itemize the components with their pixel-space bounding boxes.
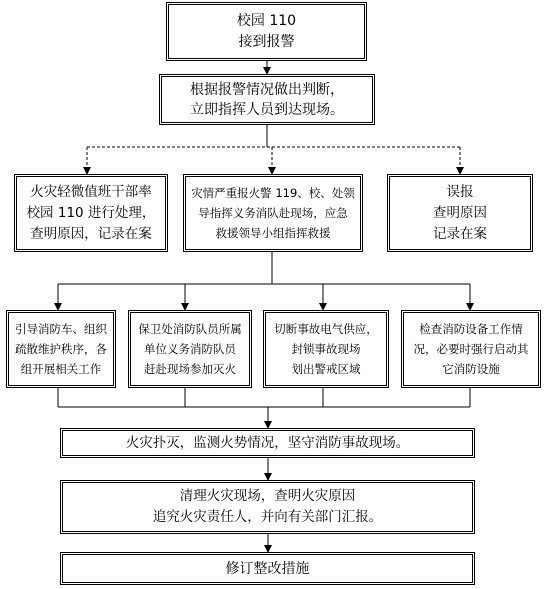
node-guide-evacuate <box>6 310 116 388</box>
node-security-fight <box>128 310 252 388</box>
node-text: 切断事故电气供应， <box>274 322 378 336</box>
node-cleanup <box>60 480 475 534</box>
node-text: 划出警戒区域 <box>291 362 361 376</box>
node-text: 封锁事故现场 <box>291 342 361 356</box>
node-text: 保卫处消防队员所属 <box>138 322 242 336</box>
node-text: 立即指挥人员到达现场。 <box>190 101 344 118</box>
node-text: 误报 <box>446 183 474 200</box>
node-text: 校园 110 <box>236 12 297 29</box>
node-text: 查明原因，记录在案 <box>30 225 152 242</box>
node-text: 修订整改措施 <box>225 560 310 577</box>
node-text: 校园 110 进行处理， <box>26 204 156 221</box>
node-text: 火灾轻微值班干部率 <box>30 183 152 200</box>
node-text: 组开展相关工作 <box>20 362 102 376</box>
node-text: 记录在案 <box>433 225 487 242</box>
node-text: 赶赴现场参加灭火 <box>144 362 236 376</box>
node-text: 疏散维护秩序，各 <box>15 342 107 356</box>
node-text: 追究火灾责任人，并向有关部门汇报。 <box>152 509 383 525</box>
node-text: 检查消防设备工作情 <box>419 322 523 336</box>
node-text: 救援领导小组指挥救援 <box>215 226 331 240</box>
node-text: 单位义务消防队员 <box>144 342 236 356</box>
node-text: 清理火灾现场，查明火灾原因 <box>179 488 356 504</box>
node-check-facilities <box>401 310 541 388</box>
node-text: 灾情严重报火警 119、校、处领 <box>191 186 355 200</box>
node-extinguish <box>60 428 475 458</box>
node-text: 导指挥义务消队赴现场，应急 <box>198 206 348 220</box>
node-minor-fire <box>14 174 168 252</box>
node-cut-power <box>263 310 389 388</box>
node-text: 它消防设施 <box>442 362 500 376</box>
node-text: 引导消防车、组织 <box>15 322 107 336</box>
node-rectify <box>60 552 475 585</box>
node-text: 查明原因 <box>433 204 487 221</box>
node-false-alarm <box>387 174 533 252</box>
node-serious-fire <box>183 174 363 252</box>
node-receive-alarm <box>166 2 367 61</box>
node-text: 根据报警情况做出判断， <box>190 81 344 98</box>
node-text: 火灾扑灭，监测火势情况，坚守消防事故现场。 <box>125 435 410 451</box>
node-text: 接到报警 <box>238 33 295 50</box>
node-text: 况，必要时强行启动其 <box>413 342 529 356</box>
node-judge-dispatch <box>159 74 375 125</box>
